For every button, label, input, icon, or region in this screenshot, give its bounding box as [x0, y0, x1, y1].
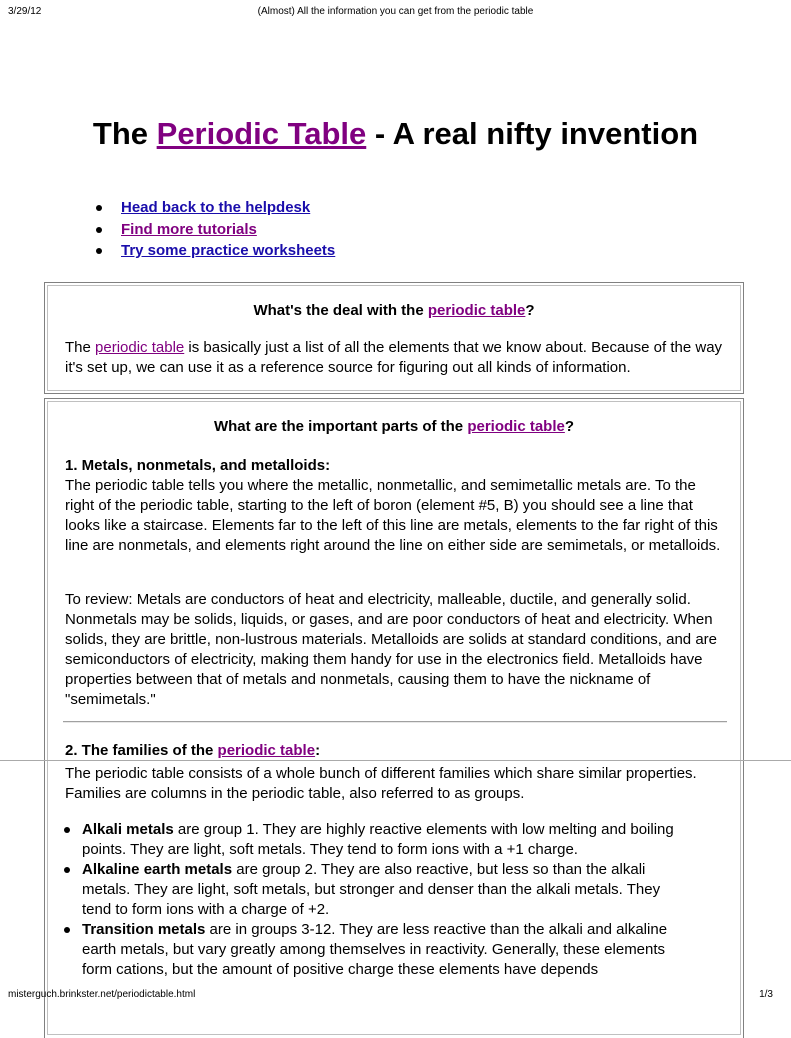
intro-box — [44, 282, 744, 394]
print-page-number: 1/3 — [759, 989, 773, 1000]
page-title — [0, 114, 791, 154]
title-periodic-table-link[interactable]: Periodic Table — [156, 116, 367, 151]
list-item — [96, 197, 335, 219]
print-header — [0, 6, 791, 20]
section2-heading-suffix: : — [315, 742, 321, 759]
list-item — [62, 860, 692, 920]
family-description: are group 1. They are highly reactive elements with low melting and boiling points. They are light, soft metals. They tend to form ions with a +1 charge. — [82, 821, 674, 858]
intro-body-link[interactable]: periodic table — [95, 339, 185, 356]
family-description: are in groups 3-12. They are less reactive than the alkali and alkaline earth metals, but vary greatly among themselves in reactivity. Generally, these elements form cations, but the amount of positive charge these elements have depends — [82, 921, 668, 978]
helpdesk-link[interactable]: Head back to the helpdesk — [121, 199, 311, 216]
parts-heading-link[interactable]: periodic table — [467, 418, 565, 435]
list-item — [96, 219, 335, 241]
worksheets-link[interactable]: Try some practice worksheets — [121, 242, 336, 259]
parts-heading-text: What are the important parts of the — [213, 418, 468, 435]
section2-heading-text: 2. The families of the — [65, 742, 218, 759]
family-name: Transition metals — [82, 921, 206, 938]
families-list — [62, 820, 692, 980]
section2-heading-link[interactable]: periodic table — [217, 742, 316, 759]
tutorials-link[interactable]: Find more tutorials — [121, 220, 257, 238]
title-prefix: The — [92, 116, 157, 151]
section-divider — [63, 721, 727, 723]
section1-paragraph1: The periodic table tells you where the metallic, nonmetallic, and semimetallic metals are. To the right of the periodic table, starting to the left of boron (element #5, B) you should see a line that looks like a staircase. Elements far to the left of this line are metals, elements to the far right of this line are nonmetals, and elements right around the line on either side are semimetals, or metalloids. — [65, 477, 721, 554]
list-item — [96, 240, 335, 262]
print-date: 3/29/12 — [8, 6, 42, 17]
intro-heading — [45, 302, 743, 319]
nav-links-list — [96, 197, 335, 262]
intro-heading-text: What's the deal with the — [253, 302, 428, 319]
family-name: Alkali metals — [82, 821, 174, 838]
parts-heading — [45, 418, 743, 435]
intro-heading-link[interactable]: periodic table — [427, 302, 526, 319]
list-item — [62, 920, 692, 980]
print-footer — [0, 989, 791, 1003]
page-break-line — [0, 760, 791, 761]
title-suffix: - A real nifty invention — [366, 116, 699, 151]
parts-heading-suffix: ? — [564, 418, 575, 435]
intro-heading-suffix: ? — [525, 302, 535, 319]
section1-heading: 1. Metals, nonmetals, and metalloids: — [65, 457, 331, 474]
print-doc-title: (Almost) All the information you can get from the periodic table — [257, 6, 534, 17]
list-item — [62, 820, 692, 860]
intro-paragraph — [65, 338, 725, 378]
section1-paragraph2: To review: Metals are conductors of heat and electricity, malleable, ductile, and generally solid. Nonmetals may be solids, liquids, or gases, and are poor conductors of heat and electricity. When solids, they are brittle, non-lustrous materials. Metalloids are solids at standard conditions, and are semiconductors of electricity, making them handy for use in the electronics field. Metalloids have properties between that of metals and nonmetals, causing them to have the nickname of "semimetals." — [65, 591, 717, 708]
print-url: misterguch.brinkster.net/periodictable.html — [8, 989, 196, 1000]
section2-heading — [65, 742, 320, 759]
section2-paragraph1: The periodic table consists of a whole bunch of different families which share similar properties. Families are columns in the periodic table, also referred to as groups. — [65, 765, 697, 802]
family-name: Alkaline earth metals — [82, 861, 233, 878]
intro-text-rest: is basically just a list of all the elements that we know about. Because of the way it's set up, we can use it as a reference source for figuring out all kinds of information. — [65, 339, 723, 376]
family-description: are group 2. They are also reactive, but less so than the alkali metals. They are light, soft metals, but stronger and denser than the alkali metals. They tend to form ions with a charge of +2. — [82, 861, 661, 918]
intro-text-prefix: The — [65, 339, 96, 356]
